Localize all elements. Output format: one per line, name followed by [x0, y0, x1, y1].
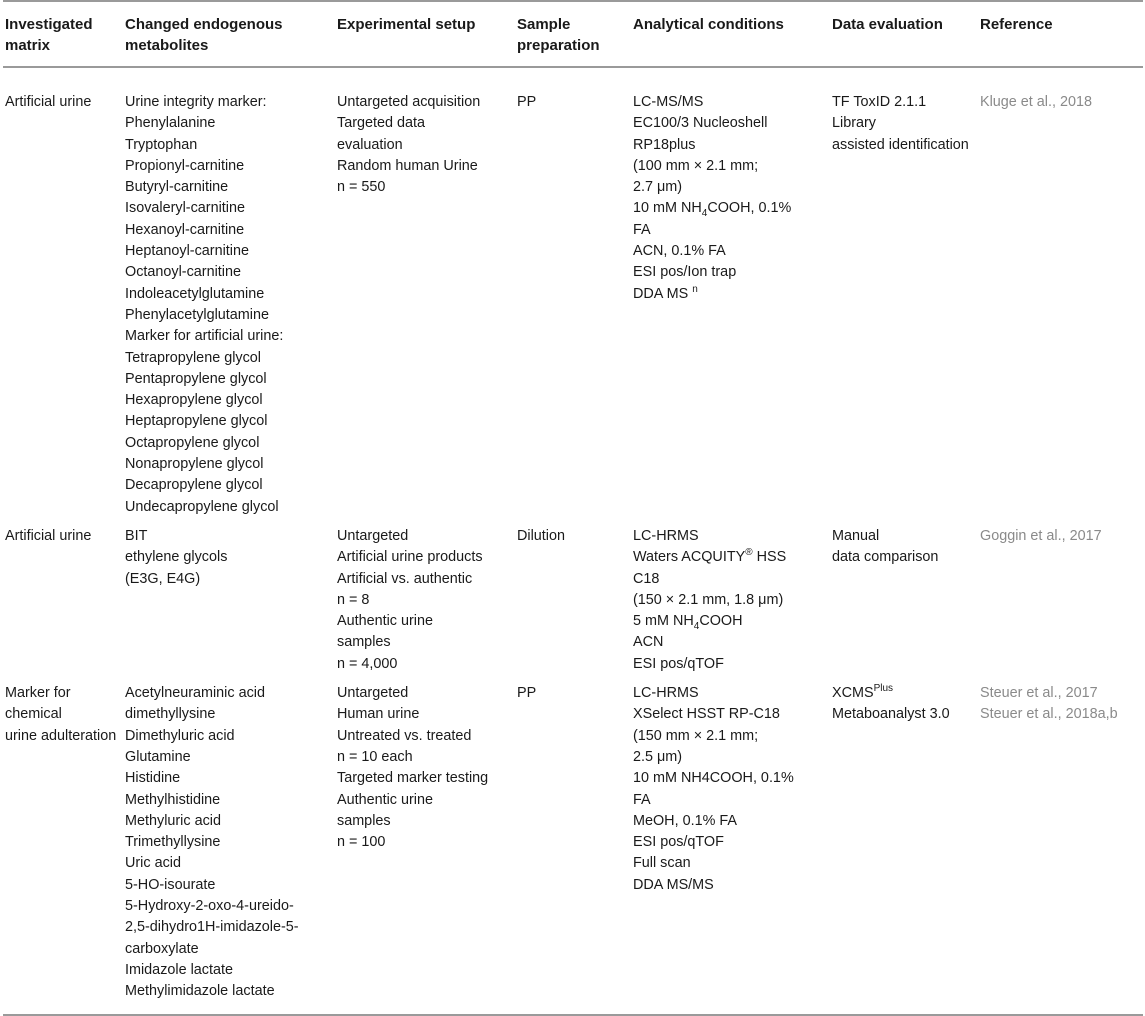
cell-line: Untreated vs. treated	[337, 727, 472, 744]
cell-line: Artificial vs. authentic	[337, 570, 473, 587]
cell-line: DDA MS/MS	[633, 876, 714, 893]
cell-line: Methylimidazole lactate	[125, 983, 275, 1000]
cell-line: 10 mM NH4COOH, 0.1%	[633, 770, 794, 787]
cell-line: samples	[337, 634, 391, 651]
cell-line: Full scan	[633, 855, 691, 872]
cell-line: Glutamine	[125, 748, 191, 765]
cell-line: Methyluric acid	[125, 812, 221, 829]
cell-line: Human urine	[337, 706, 420, 723]
table-row	[3, 67, 1143, 518]
cell-line: FA	[633, 791, 651, 808]
cell-line: Tryptophan	[125, 136, 198, 153]
cell-evaluation: TF ToxID 2.1.1 Library assisted identification	[832, 94, 969, 153]
cell-line: dimethyllysine	[125, 706, 216, 723]
cell-analytical: LC-HRMS Waters ACQUITY® HSS C18 (150 × 2.1 mm, 1.8 μm) 5 mM $NH_4COOH$ ACN ESI pos/qTOF	[631, 518, 830, 675]
cell-line: Indoleacetylglutamine	[125, 285, 265, 302]
cell-line: Steuer et al., 2017	[980, 685, 1098, 702]
cell-line: (E3G, E4G)	[125, 570, 201, 587]
cell-line: Untargeted	[337, 685, 409, 702]
cell-metabolites	[123, 67, 335, 518]
cell-line: Targeted marker testing	[337, 770, 489, 787]
cell-line: urine adulteration	[5, 727, 117, 744]
cell-line: n = 100	[337, 834, 386, 851]
cell-line: Acetylneuraminic acid	[125, 685, 265, 702]
cell-line: Histidine	[125, 770, 181, 787]
data-table	[3, 0, 1143, 1016]
cell-reference: Kluge et al., 2018	[980, 94, 1093, 110]
cell-line: ESI pos/qTOF	[633, 834, 724, 851]
cell-line: Nonapropylene glycol	[125, 456, 264, 473]
cell-line: Propionyl-carnitine	[125, 157, 245, 174]
cell-line: MeOH, 0.1% FA	[633, 812, 737, 829]
cell-line: 5-HO-isourate	[125, 876, 216, 893]
evaluation-line-xcms: $XCMS^{Plus}$	[832, 683, 894, 702]
header-row	[3, 1, 1143, 67]
cell-line: ethylene glycols	[125, 549, 228, 566]
cell-line: samples	[337, 812, 391, 829]
cell-line: Urine integrity marker:	[125, 94, 267, 110]
cell-line: Artificial urine products	[337, 549, 483, 566]
header-data-evaluation: Data evaluation	[830, 1, 978, 67]
cell-matrix: Artificial urine	[5, 94, 92, 110]
cell-line: Decapropylene glycol	[125, 477, 263, 494]
cell-line: Hexapropylene glycol	[125, 392, 263, 409]
cell-prep: PP	[517, 94, 537, 110]
cell-line: Tetrapropylene glycol	[125, 349, 261, 366]
cell-line: Hexanoyl-carnitine	[125, 221, 245, 238]
cell-line: data comparison	[832, 549, 939, 566]
cell-line: chemical	[5, 706, 62, 723]
cell-line: Phenylacetylglutamine	[125, 306, 269, 323]
cell-line: BIT	[125, 527, 148, 544]
cell-line: Uric acid	[125, 855, 181, 872]
cell-line: Untargeted	[337, 527, 409, 544]
analytical-line-buffer: 5 mM $NH_4COOH$	[633, 613, 743, 632]
cell-line: n = 4,000	[337, 655, 398, 672]
table-row	[3, 518, 1143, 675]
cell-analytical: LC-MS/MS EC100/3 Nucleoshell RP18plus (100 mm × 2.1 mm; 2.7 μm) 10 mM $NH_4COOH$, 0.1% FA ACN, 0.1% FA ESI pos/Ion trap DDA MS $^n$	[631, 67, 830, 518]
analytical-line-mobile-phase: 10 mM $NH_4COOH$, 0.1%	[633, 200, 792, 220]
cell-evaluation: $XCMS^{Plus}$ Metaboanalyst 3.0	[830, 675, 978, 1015]
cell-matrix	[3, 675, 123, 1015]
cell-line: Heptanoyl-carnitine	[125, 243, 249, 260]
cell-analytical	[631, 675, 830, 1015]
cell-line: Methylhistidine	[125, 791, 221, 808]
cell-line: 5-Hydroxy-2-oxo-4-ureido-	[125, 897, 294, 914]
cell-line: Heptapropylene glycol	[125, 413, 268, 430]
cell-metabolites	[123, 518, 335, 675]
cell-reference: Goggin et al., 2017	[980, 527, 1102, 544]
cell-line: Octapropylene glycol	[125, 434, 260, 451]
cell-line: Pentapropylene glycol	[125, 370, 267, 387]
cell-matrix: Artificial urine	[5, 527, 92, 544]
cell-setup: Untargeted acquisition Targeted data evaluation Random human Urine n = 550	[337, 94, 481, 196]
cell-prep: Dilution	[517, 527, 565, 544]
cell-line: XSelect HSST RP-C18	[633, 706, 780, 723]
analytical-line-column: Waters ACQUITY® HSS	[633, 547, 787, 566]
cell-line: LC-HRMS	[633, 685, 699, 702]
header-analytical-conditions: Analytical conditions	[631, 1, 830, 67]
cell-line: n = 10 each	[337, 748, 413, 765]
cell-line: Dimethyluric acid	[125, 727, 235, 744]
header-sample-preparation: Sample preparation	[515, 1, 631, 67]
cell-line: Undecapropylene glycol	[125, 498, 279, 515]
cell-evaluation	[830, 518, 978, 675]
cell-metabolites	[123, 675, 335, 1015]
cell-line: Trimethyllysine	[125, 834, 221, 851]
cell-setup	[335, 518, 515, 675]
cell-line: (150 mm × 2.1 mm;	[633, 727, 759, 744]
header-experimental-setup: Experimental setup	[335, 1, 515, 67]
cell-line: Steuer et al., 2018a,b	[980, 706, 1118, 723]
cell-line: n = 8	[337, 591, 370, 608]
cell-line: Manual	[832, 527, 880, 544]
cell-line: carboxylate	[125, 940, 199, 957]
cell-line: Imidazole lactate	[125, 961, 233, 978]
analytical-line-dda: DDA MS $^n$	[633, 283, 698, 302]
table-row	[3, 675, 1143, 1015]
cell-setup	[335, 675, 515, 1015]
cell-line: Octanoyl-carnitine	[125, 264, 241, 281]
cell-line: Authentic urine	[337, 791, 433, 808]
cell-line: Authentic urine	[337, 613, 433, 630]
header-reference: Reference	[978, 1, 1143, 67]
cell-prep: PP	[515, 675, 631, 1015]
cell-line: Isovaleryl-carnitine	[125, 200, 245, 217]
cell-line: Phenylalanine	[125, 115, 216, 132]
cell-line: Marker for	[5, 685, 71, 702]
cell-line: 2.5 μm)	[633, 748, 683, 765]
cell-line: 2,5-dihydro1H-imidazole-5-	[125, 919, 299, 936]
cell-reference	[978, 675, 1143, 1015]
header-changed-metabolites: Changed endogenous metabolites	[123, 1, 335, 67]
cell-line: Butyryl-carnitine	[125, 179, 229, 196]
cell-line: Marker for artificial urine:	[125, 328, 284, 345]
header-investigated-matrix: Investigated matrix	[3, 1, 123, 67]
